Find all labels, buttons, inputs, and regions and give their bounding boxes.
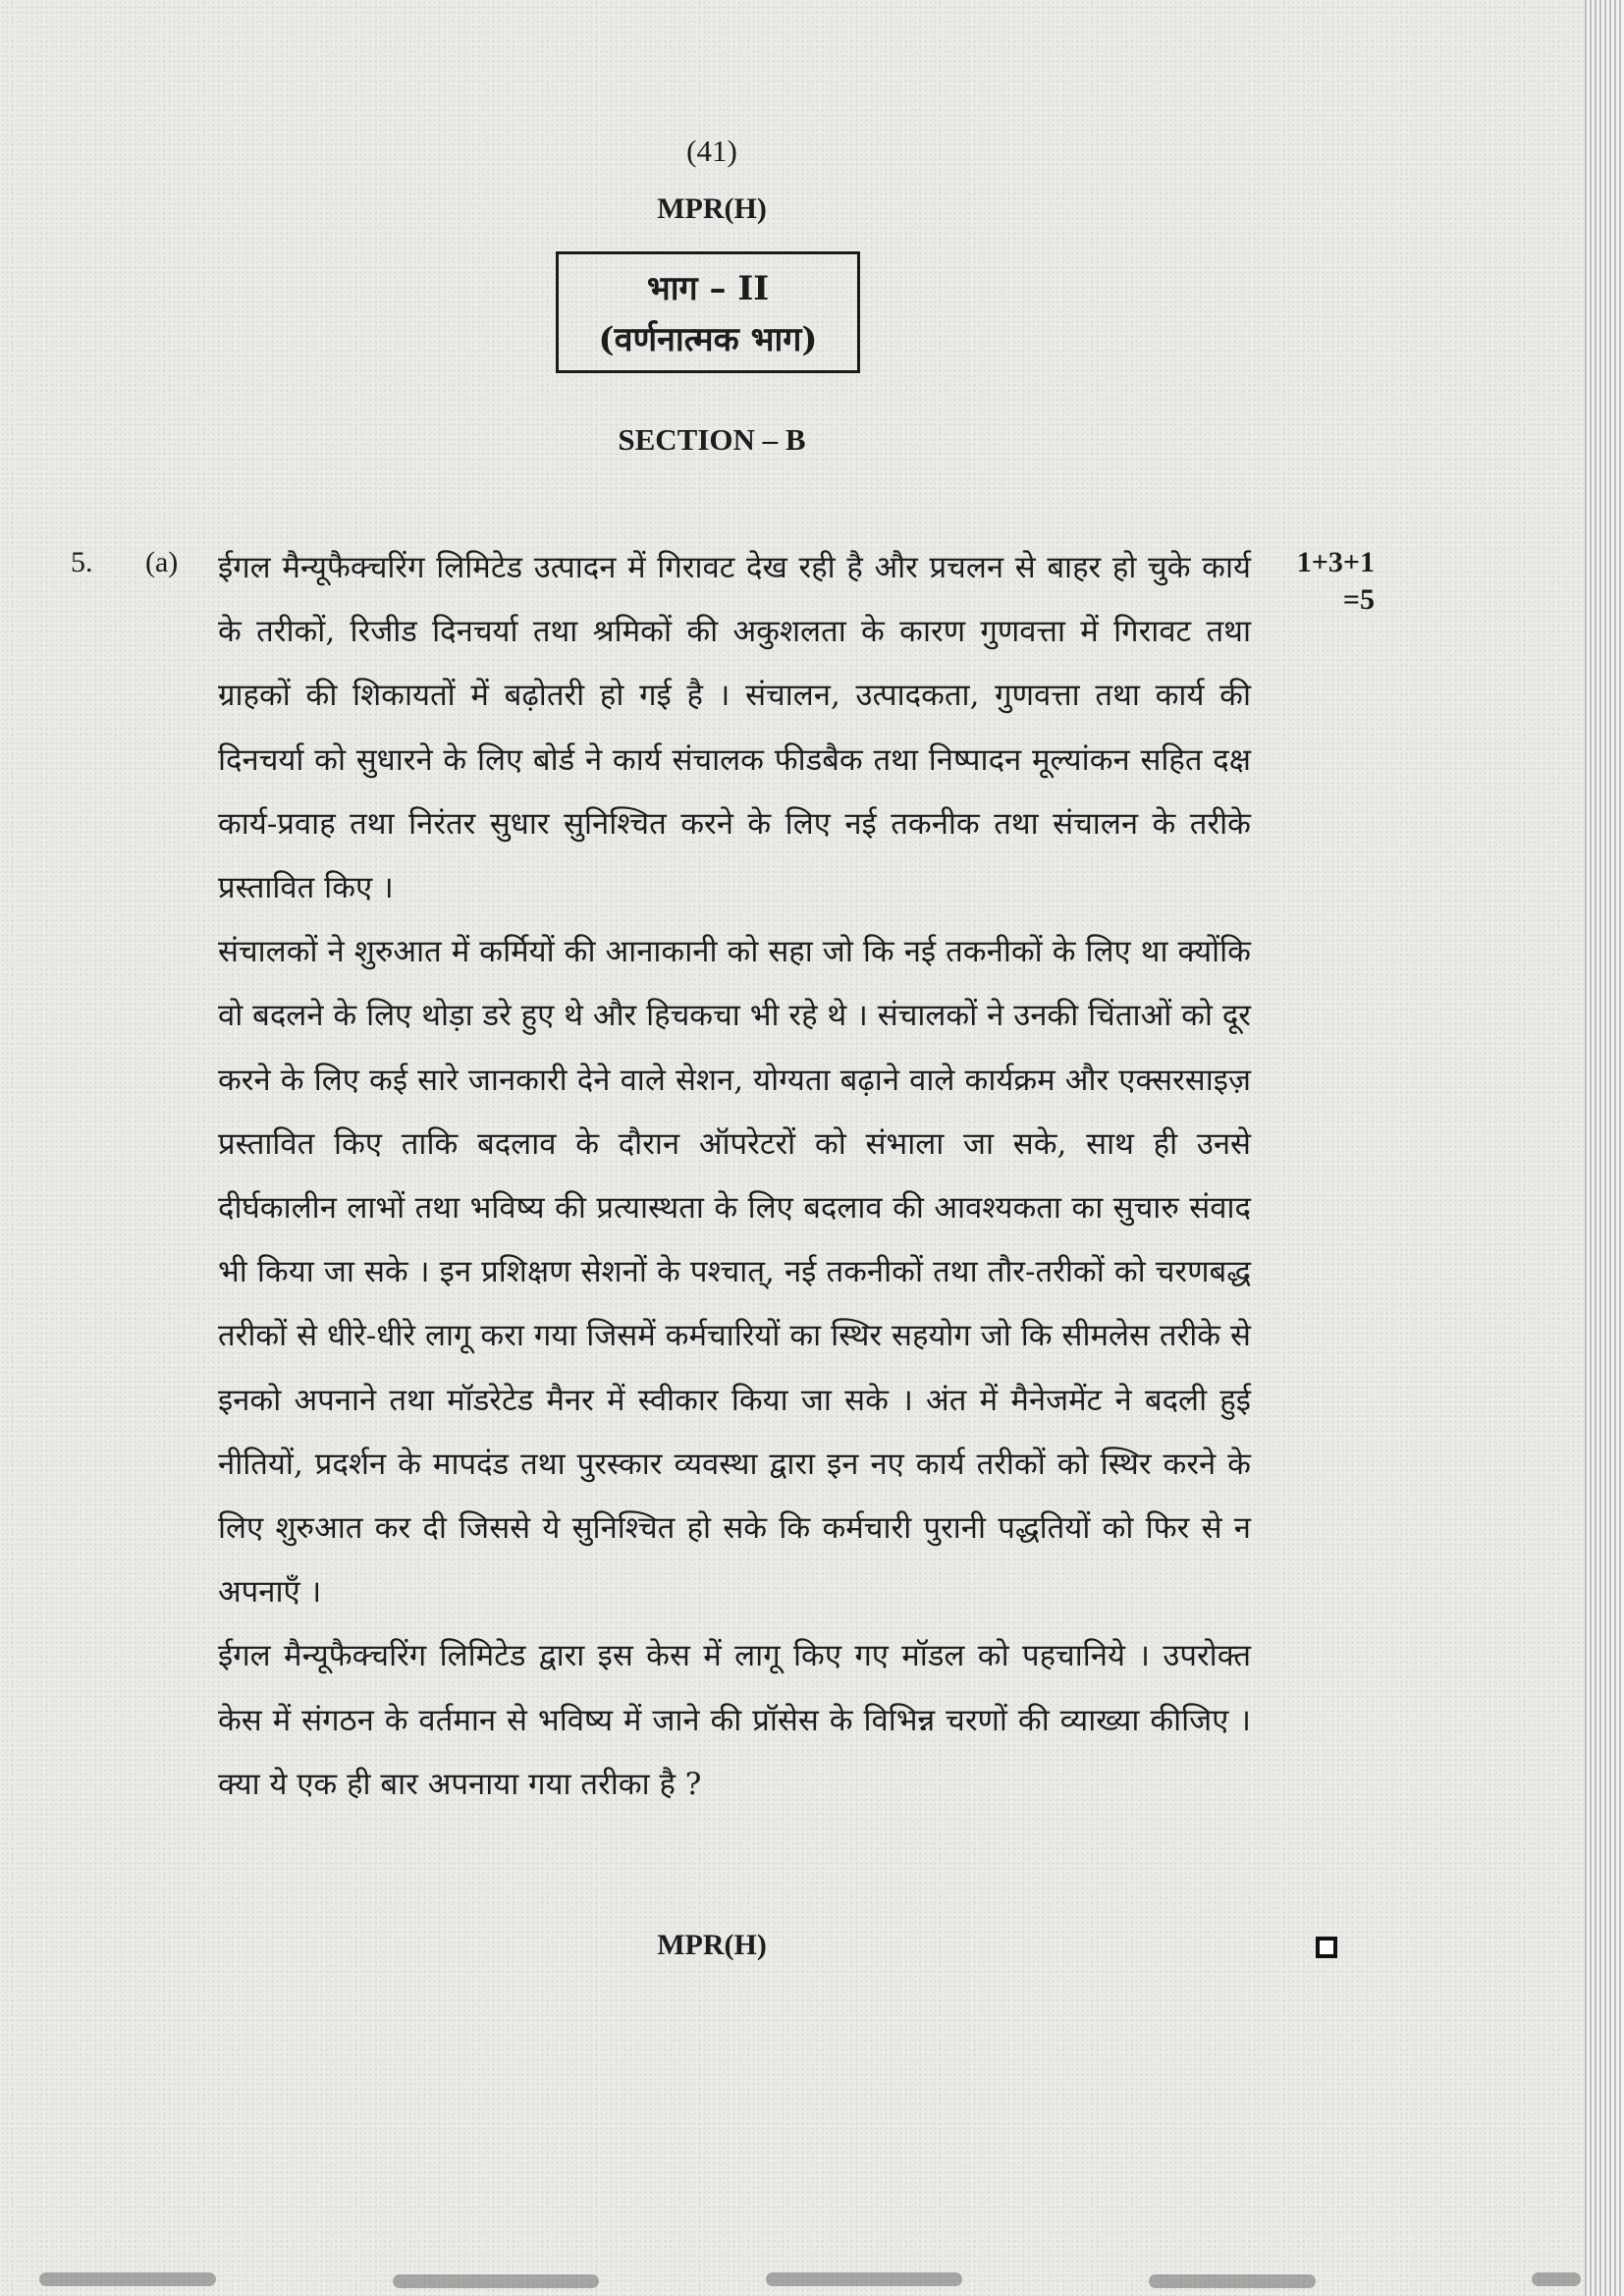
question-paragraph: ईगल मैन्यूफैक्चरिंग लिमिटेड उत्पादन में गिरावट देख रही है और प्रचलन से बाहर हो चुके कार्य के तरीकों, रिजीड दिनचर्या तथा श्रमिकों की अकुशलता के कारण गुणवत्ता में गिरावट तथा ग्राहकों की शिकायतों में बढ़ोतरी हो गई है । संचालन, उत्पादकता, गुणवत्ता तथा कार्य की दिनचर्या को सुधारने के लिए बोर्ड ने कार्य संचालक फीडबैक तथा निष्पादन मूल्यांकन सहित दक्ष कार्य-प्रवाह तथा निरंतर सुधार सुनिश्चित करने के लिए नई तकनीक तथा संचालन के तरीके प्रस्तावित किए । bbox=[218, 550, 1251, 906]
question-number: 5. bbox=[71, 546, 93, 578]
question-part-label: (a) bbox=[145, 546, 179, 578]
part-subtitle: (वर्णनात्मक भाग) bbox=[598, 320, 818, 359]
question-paragraph: संचालकों ने शुरुआत में कर्मियों की आनाकानी को सहा जो कि नई तकनीकों के लिए था क्योंकि वो बदलने के लिए थोड़ा डरे हुए थे और हिचकचा भी रहे थे । संचालकों ने उनकी चिंताओं को दूर करने के लिए कई सारे जानकारी देने वाले सेशन, योग्यता बढ़ाने वाले कार्यक्रम और एक्सरसाइज़ प्रस्तावित किए ताकि बदलाव के दौरान ऑपरेटरों को संभाला जा सके, साथ ही उनसे दीर्घकालीन लाभों तथा भविष्य की प्रत्यास्थता के लिए बदलाव की आवश्यकता का सुचारु संवाद भी किया जा सके । इन प्रशिक्षण सेशनों के पश्चात्, नई तकनीकों तथा तौर-तरीकों को चरणबद्ध तरीकों से धीरे-धीरे लागू करा गया जिसमें कर्मचारियों का स्थिर सहयोग जो कि सीमलेस तरीके से इनको अपनाने तथा मॉडरेटेड मैनर में स्वीकार किया जा सके । अंत में मैनेजमेंट ने बदली हुई नीतियों, प्रदर्शन के मापदंड तथा पुरस्कार व्यवस्था द्वारा इन नए कार्य तरीकों को स्थिर करने के लिए शुरुआत कर दी जिससे ये सुनिश्चित हो सके कि कर्मचारी पुरानी पद्धतियों को फिर से न अपनाएँ । bbox=[218, 934, 1251, 1611]
marks-breakdown: 1+3+1 bbox=[1296, 546, 1375, 578]
section-heading: SECTION – B bbox=[618, 422, 806, 457]
marks-total: =5 bbox=[1342, 583, 1375, 616]
paper-code-footer: MPR(H) bbox=[657, 1929, 767, 1961]
scan-smudges bbox=[0, 2269, 1624, 2296]
part-title: भाग – II bbox=[646, 269, 770, 308]
page-stack-edge bbox=[1585, 0, 1624, 2296]
square-marker-icon bbox=[1316, 1937, 1337, 1958]
part-heading-box bbox=[556, 251, 860, 373]
marks-allocation bbox=[1276, 544, 1375, 619]
paper-code-header: MPR(H) bbox=[657, 192, 767, 225]
question-body bbox=[218, 536, 1251, 1817]
page-number: (41) bbox=[686, 134, 737, 168]
question-paragraph: ईगल मैन्यूफैक्चरिंग लिमिटेड द्वारा इस केस में लागू किए गए मॉडल को पहचानिये । उपरोक्त केस में संगठन के वर्तमान से भविष्य में जाने की प्रॉसेस के विभिन्न चरणों की व्याख्या कीजिए । क्या ये एक ही बार अपनाया गया तरीका है ? bbox=[218, 1638, 1251, 1802]
